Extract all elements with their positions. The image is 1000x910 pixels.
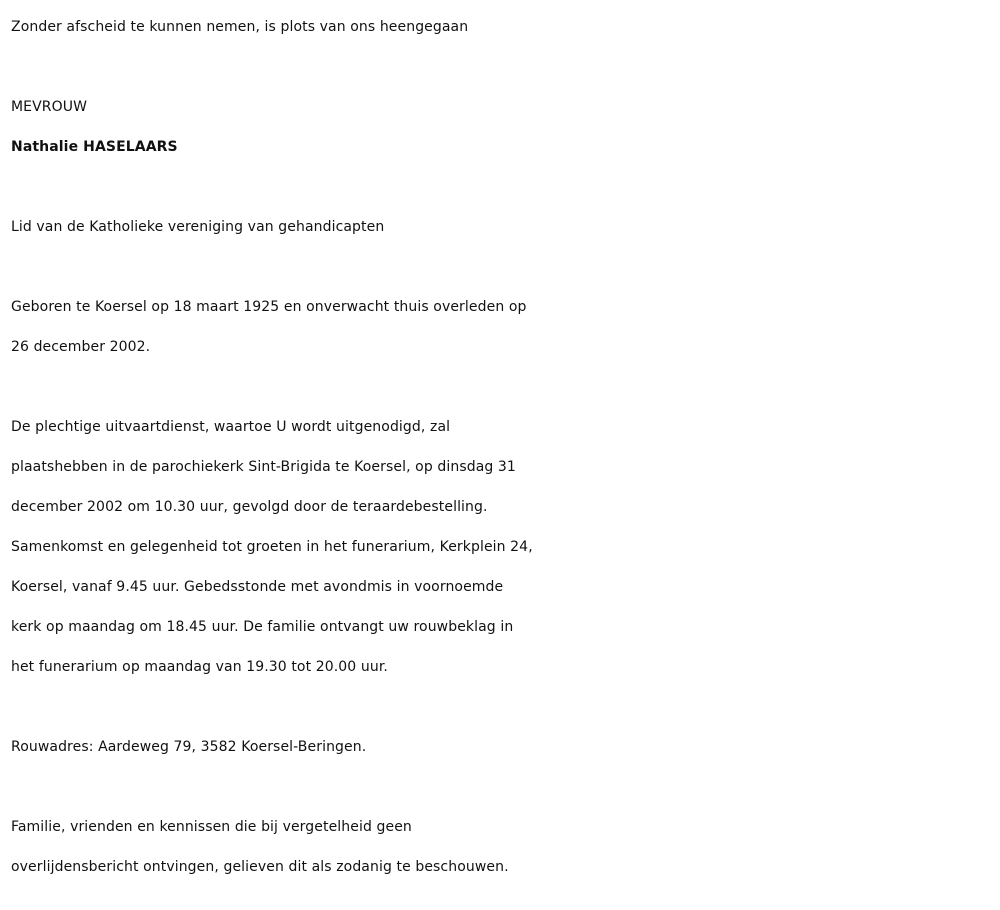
paragraph-line: Geboren te Koersel op 18 maart 1925 en onverwacht thuis overleden op xyxy=(11,299,527,315)
spacer xyxy=(11,247,991,287)
paragraph-line: kerk op maandag om 18.45 uur. De familie ontvangt uw rouwbeklag in xyxy=(11,619,514,635)
paragraph-line: het funerarium op maandag van 19.30 tot 20.00 uur. xyxy=(11,659,388,675)
obituary-notice xyxy=(11,7,991,887)
mourning-address: Rouwadres: Aardeweg 79, 3582 Koersel-Beringen. xyxy=(11,739,367,755)
paragraph-line: plaatshebben in de parochiekerk Sint-Brigida te Koersel, op dinsdag 31 xyxy=(11,459,516,475)
membership-text: Lid van de Katholieke vereniging van gehandicapten xyxy=(11,219,385,235)
spacer xyxy=(11,367,991,407)
paragraph-line: overlijdensbericht ontvingen, gelieven dit als zodanig te beschouwen. xyxy=(11,859,509,875)
paragraph-line: 26 december 2002. xyxy=(11,339,151,355)
paragraph-line: december 2002 om 10.30 uur, gevolgd door de teraardebestelling. xyxy=(11,499,488,515)
spacer xyxy=(11,47,991,87)
paragraph-line: De plechtige uitvaartdienst, waartoe U wordt uitgenodigd, zal xyxy=(11,419,451,435)
salutation: MEVROUW xyxy=(11,99,88,115)
intro-text: Zonder afscheid te kunnen nemen, is plots van ons heengegaan xyxy=(11,19,469,35)
spacer xyxy=(11,687,991,727)
paragraph-line: Koersel, vanaf 9.45 uur. Gebedsstonde met avondmis in voornoemde xyxy=(11,579,504,595)
deceased-name: Nathalie HASELAARS xyxy=(11,139,178,155)
paragraph-line: Samenkomst en gelegenheid tot groeten in het funerarium, Kerkplein 24, xyxy=(11,539,533,555)
paragraph-line: Familie, vrienden en kennissen die bij vergetelheid geen xyxy=(11,819,412,835)
closing-paragraph xyxy=(11,807,991,887)
spacer xyxy=(11,767,991,807)
birth-paragraph xyxy=(11,287,991,367)
spacer xyxy=(11,167,991,207)
funeral-paragraph xyxy=(11,407,991,687)
